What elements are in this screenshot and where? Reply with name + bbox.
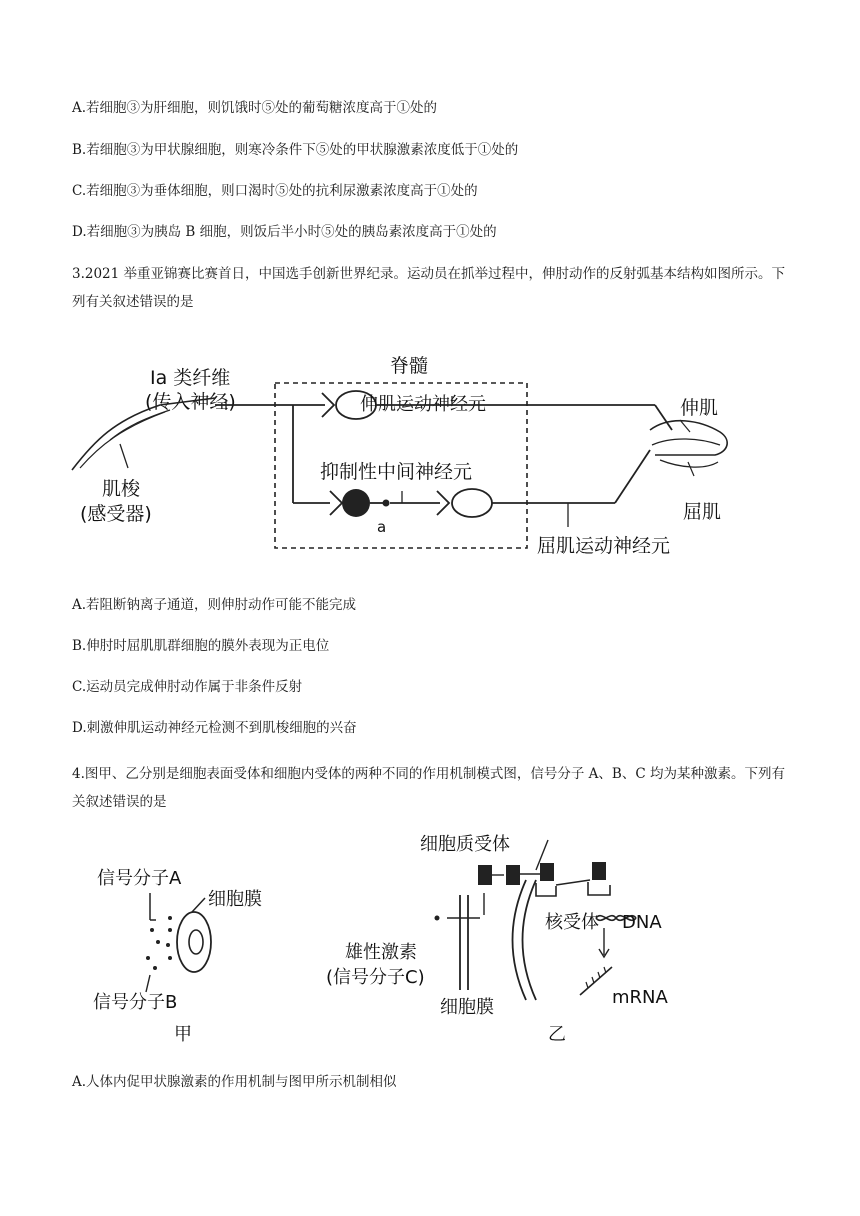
signal-a-label: 信号分子A bbox=[97, 868, 182, 889]
fiber-label-1: Ia 类纤维 bbox=[150, 367, 231, 389]
dna-label: DNA bbox=[622, 912, 662, 933]
q3-stem: 3.2021 举重亚锦赛比赛首日，中国选手创新世界纪录。运动员在抓举过程中，伸肘动作的反射弧基本结构如图所示。下列有关叙述错误的是 bbox=[72, 266, 786, 310]
interneuron-label: 抑制性中间神经元 bbox=[320, 461, 473, 483]
q3-option-c: C.运动员完成伸肘动作属于非条件反射 bbox=[72, 679, 303, 695]
q3-option-d: D.刺激伸肌运动神经元检测不到肌梭细胞的兴奋 bbox=[72, 720, 357, 736]
flexor-label: 屈肌 bbox=[683, 501, 722, 523]
spindle-label-1: 肌梭 bbox=[102, 478, 141, 500]
q4-option-a: A.人体内促甲状腺激素的作用机制与图甲所示机制相似 bbox=[72, 1074, 397, 1090]
figure-yi bbox=[320, 825, 700, 1060]
interneuron-body bbox=[342, 489, 370, 517]
mrna-label: mRNA bbox=[612, 987, 668, 1008]
cell-shape-jia bbox=[177, 912, 211, 972]
nuclear-receptor-label: 核受体 bbox=[545, 912, 599, 933]
extensor-motor-neuron-label: 伸肌运动神经元 bbox=[360, 394, 486, 415]
caption-yi: 乙 bbox=[548, 1024, 566, 1045]
q2-option-b: B.若细胞③为甲状腺细胞，则寒冷条件下⑤处的甲状腺激素浓度低于①处的 bbox=[72, 142, 519, 158]
q4-stem: 4.图甲、乙分别是细胞表面受体和细胞内受体的两种不同的作用机制模式图，信号分子 A、B、C 均为某种激素。下列有关叙述错误的是 bbox=[72, 766, 785, 810]
reflex-arc-figure bbox=[60, 340, 770, 570]
extensor-label: 伸肌 bbox=[680, 397, 719, 419]
cytoplasmic-receptor-label: 细胞质受体 bbox=[420, 834, 510, 855]
q2-option-d: D.若细胞③为胰岛 B 细胞，则饭后半小时⑤处的胰岛素浓度高于①处的 bbox=[72, 224, 497, 240]
hormone-label-1: 雄性激素 bbox=[345, 942, 417, 963]
signal-b-label: 信号分子B bbox=[93, 992, 178, 1013]
figure-jia bbox=[70, 840, 330, 1060]
q3-option-b: B.伸肘时屈肌肌群细胞的膜外表现为正电位 bbox=[72, 638, 330, 654]
flexor-motor-neuron-body bbox=[452, 489, 492, 517]
flexor-motor-neuron-label: 屈肌运动神经元 bbox=[537, 535, 671, 557]
membrane-label-yi: 细胞膜 bbox=[440, 997, 494, 1018]
point-a-label: a bbox=[377, 518, 387, 536]
q3-option-a: A.若阻断钠离子通道，则伸肘动作可能不能完成 bbox=[72, 597, 357, 613]
fiber-label-2: (传入神经) bbox=[145, 391, 236, 413]
q2-option-c: C.若细胞③为垂体细胞，则口渴时⑤处的抗利尿激素浓度高于①处的 bbox=[72, 183, 478, 199]
membrane-label-jia: 细胞膜 bbox=[208, 889, 262, 910]
spinal-cord-label: 脊髓 bbox=[390, 355, 429, 377]
extensor-muscle-shape bbox=[650, 421, 727, 455]
caption-jia: 甲 bbox=[174, 1024, 192, 1045]
hormone-label-2: (信号分子C) bbox=[326, 967, 425, 988]
q2-option-a: A.若细胞③为肝细胞，则饥饿时⑤处的葡萄糖浓度高于①处的 bbox=[72, 100, 438, 116]
spindle-label-2: (感受器) bbox=[80, 503, 152, 525]
